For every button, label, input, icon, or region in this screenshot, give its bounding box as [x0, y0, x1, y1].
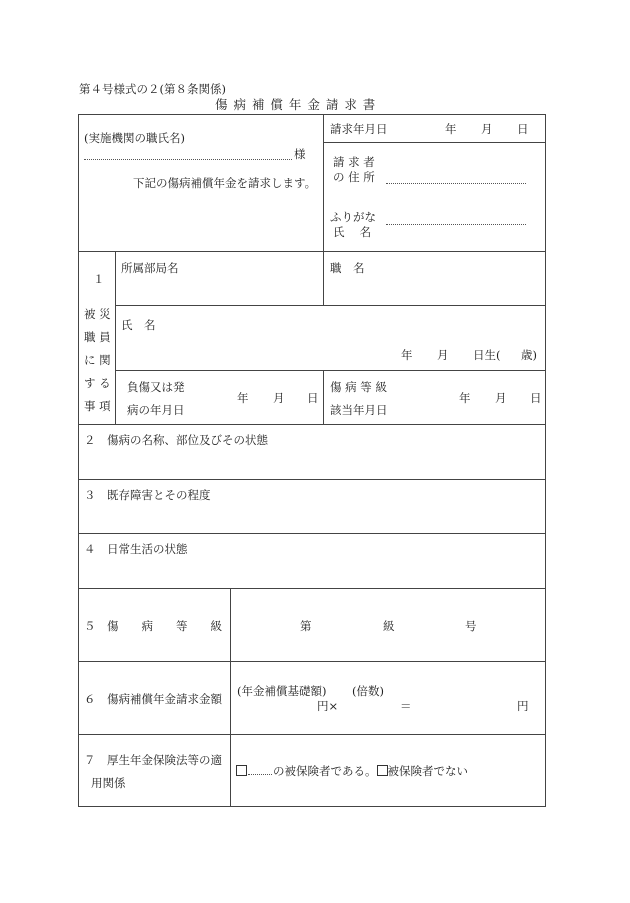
- section7-label-2: 用関係: [91, 776, 126, 790]
- request-date-label: 請求年月日: [330, 122, 388, 136]
- divider: [78, 588, 546, 589]
- section1-side-label: 事 項: [84, 399, 111, 413]
- injury-year: 年: [237, 391, 249, 405]
- divider: [323, 251, 324, 305]
- section1-side-label: 職 員: [84, 330, 111, 344]
- divider: [78, 734, 546, 735]
- section4-label: ４ 日常生活の状態: [84, 542, 188, 556]
- divider: [78, 479, 546, 480]
- divider: [323, 370, 324, 424]
- section7-label: ７ 厚生年金保険法等の適: [84, 753, 222, 767]
- yen-times: 円×: [317, 699, 339, 713]
- injury-date-label-2: 病の年月日: [127, 403, 185, 417]
- injury-date-label: 負傷又は発: [127, 380, 185, 394]
- request-month: 月: [481, 122, 493, 136]
- injury-day: 日: [307, 391, 319, 405]
- birth-year: 年: [401, 348, 413, 362]
- divider: [115, 251, 116, 424]
- grade-month: 月: [495, 391, 507, 405]
- yen-label: 円: [517, 699, 529, 713]
- claimant-name-line[interactable]: [386, 224, 526, 225]
- request-statement: 下記の傷病補償年金を請求します。: [133, 176, 317, 190]
- section1-side-label: す る: [84, 376, 111, 390]
- sama-label: 様: [294, 147, 306, 161]
- section2-label: ２ 傷病の名称、部位及びその状態: [84, 433, 268, 447]
- section1-side-label: に 関: [84, 353, 111, 367]
- divider: [230, 588, 231, 807]
- claimant-address-label: 請 求 者: [333, 155, 375, 169]
- divider: [115, 305, 546, 306]
- institution-label: (実施機関の職氏名): [84, 131, 185, 145]
- divider: [78, 251, 546, 252]
- insurance-options: [236, 764, 468, 778]
- grade-date-label-2: 該当年月日: [330, 403, 388, 417]
- furigana-label: ふりがな: [330, 210, 376, 224]
- multiplier-label: (倍数): [352, 684, 384, 698]
- equals-sign: ＝: [400, 699, 412, 713]
- form-title: 傷 病 補 償 年 金 請 求 書: [215, 97, 377, 112]
- not-insured-text: 被保険者でない: [387, 764, 468, 778]
- section1-number: １: [93, 272, 105, 286]
- insured-text: の被保険者である。: [273, 764, 377, 778]
- divider: [115, 370, 546, 371]
- employee-name-label: 氏 名: [121, 318, 156, 332]
- base-amount-label: (年金補償基礎額): [237, 684, 327, 698]
- divider: [323, 114, 324, 251]
- request-day: 日: [517, 122, 529, 136]
- grade-dai: 第: [300, 619, 312, 633]
- department-label: 所属部局名: [121, 261, 179, 275]
- insured-checkbox[interactable]: [236, 765, 247, 776]
- claimant-address-line[interactable]: [386, 183, 526, 184]
- grade-day: 日: [530, 391, 542, 405]
- section1-side-label: 被 災: [84, 307, 111, 321]
- divider: [78, 661, 546, 662]
- divider: [323, 142, 546, 143]
- birth-month: 月: [437, 348, 449, 362]
- divider: [78, 533, 546, 534]
- birth-day: 日生(: [473, 348, 501, 362]
- institution-name-line[interactable]: [84, 159, 292, 160]
- section6-label: ６ 傷病補償年金請求金額: [84, 692, 222, 706]
- section5-label: ５ 傷 病 等 級: [84, 619, 222, 633]
- request-year: 年: [445, 122, 457, 136]
- position-label: 職 名: [330, 261, 365, 275]
- form-number: 第４号様式の２(第８条関係): [79, 82, 226, 96]
- insurance-type-blank[interactable]: [248, 765, 272, 775]
- claimant-name-label: 氏 名: [333, 225, 372, 239]
- age-suffix: 歳): [521, 348, 537, 362]
- claimant-address-label-2: の 住 所: [333, 170, 375, 184]
- grade-kyu: 級: [383, 619, 395, 633]
- injury-month: 月: [273, 391, 285, 405]
- divider: [78, 424, 546, 425]
- not-insured-checkbox[interactable]: [377, 765, 388, 776]
- grade-go: 号: [465, 619, 477, 633]
- grade-date-label: 傷 病 等 級: [330, 380, 387, 394]
- section3-label: ３ 既存障害とその程度: [84, 488, 211, 502]
- grade-year: 年: [459, 391, 471, 405]
